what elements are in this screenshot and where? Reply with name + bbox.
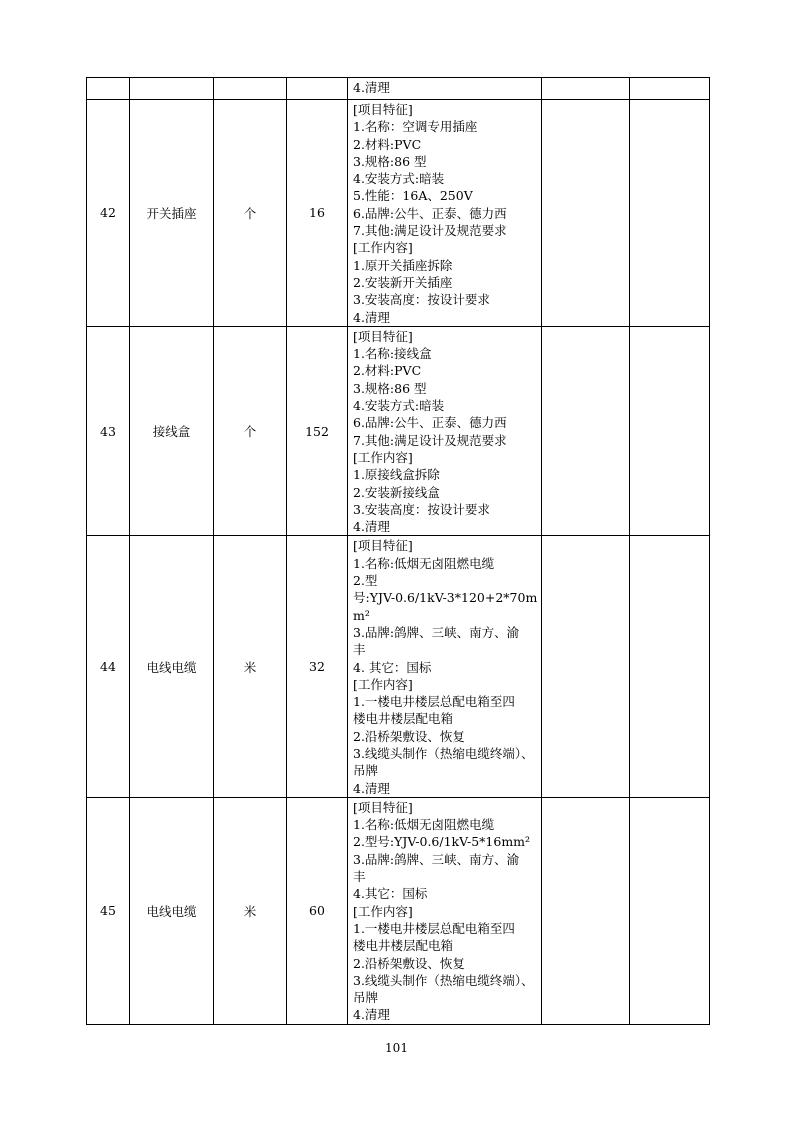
description-line: 3.品牌:鸽牌、三峡、南方、渝 [353, 624, 520, 640]
item-number-cell: 42 [87, 100, 130, 327]
description-line: 4.清理 [353, 519, 390, 535]
item-name-cell: 接线盒 [130, 326, 214, 536]
unit-price-cell [542, 78, 630, 100]
description-line: 4.安装方式:暗装 [353, 398, 445, 414]
description-line: 4.清理 [353, 780, 390, 796]
description-line: 1.名称:低烟无卤阻燃电缆 [353, 817, 495, 833]
description-line: 号:YJV-0.6/1kV-3*120+2*70m [353, 590, 538, 606]
description-line: 2.安装新开关插座 [353, 274, 453, 290]
description-line: 吊牌 [353, 990, 379, 1006]
unit-price-cell [542, 536, 630, 797]
description-line: 7.其他:满足设计及规范要求 [353, 223, 507, 239]
description-line: 4.清理 [353, 309, 390, 325]
description-line: 5.性能：16A、250V [353, 188, 473, 204]
page-number: 101 [385, 1041, 408, 1055]
description-line: 1.一楼电井楼层总配电箱至四 [353, 694, 515, 710]
description-line: 6.品牌:公牛、正泰、德力西 [353, 205, 507, 221]
quantity-cell: 32 [287, 536, 348, 797]
unit-cell [214, 78, 287, 100]
description-line: 3.安装高度：按设计要求 [353, 292, 490, 308]
description-line: [项目特征] [353, 538, 413, 554]
quantity-cell: 152 [287, 326, 348, 536]
quantity-cell: 60 [287, 797, 348, 1024]
description-line: 2.沿桥架敷设、恢复 [353, 728, 465, 744]
description-line: 楼电井楼层配电箱 [353, 938, 454, 954]
description-line: [工作内容] [353, 676, 413, 692]
description-line: 1.原开关插座拆除 [353, 257, 453, 273]
description-line: 4. 其它：国标 [353, 659, 432, 675]
table-row [87, 326, 710, 536]
description-line: [工作内容] [353, 240, 413, 256]
description-cell [348, 100, 542, 327]
table-row [87, 78, 710, 100]
description-line: 6.品牌:公牛、正泰、德力西 [353, 415, 507, 431]
description-line: 2.沿桥架敷设、恢复 [353, 955, 465, 971]
description-line: 1.名称：空调专用插座 [353, 119, 478, 135]
total-price-cell [630, 100, 710, 327]
unit-cell: 个 [214, 326, 287, 536]
quantity-cell: 16 [287, 100, 348, 327]
description-line: 2.材料:PVC [353, 363, 422, 379]
unit-price-cell [542, 326, 630, 536]
item-name-cell: 电线电缆 [130, 797, 214, 1024]
item-number-cell [87, 78, 130, 100]
description-line: 7.其他:满足设计及规范要求 [353, 432, 507, 448]
description-line: 3.品牌:鸽牌、三峡、南方、渝 [353, 851, 520, 867]
description-line: [工作内容] [353, 449, 413, 465]
total-price-cell [630, 797, 710, 1024]
description-line: [工作内容] [353, 903, 413, 919]
description-line: 1.原接线盒拆除 [353, 467, 440, 483]
unit-price-cell [542, 797, 630, 1024]
description-cell [348, 536, 542, 797]
description-line: 4.清理 [353, 1007, 390, 1023]
description-line: 吊牌 [353, 763, 379, 779]
description-cell [348, 78, 542, 100]
table-row [87, 797, 710, 1024]
description-line: 3.规格:86 型 [353, 153, 427, 169]
item-number-cell: 44 [87, 536, 130, 797]
item-name-cell: 电线电缆 [130, 536, 214, 797]
description-line: 2.材料:PVC [353, 136, 422, 152]
description-line: 1.名称:低烟无卤阻燃电缆 [353, 555, 495, 571]
description-line: 3.安装高度：按设计要求 [353, 501, 490, 517]
description-line: 2.安装新接线盒 [353, 484, 440, 500]
description-line: [项目特征] [353, 102, 413, 117]
description-line: [项目特征] [353, 328, 413, 344]
item-name-cell: 开关插座 [130, 100, 214, 327]
description-line: 1.名称:接线盒 [353, 346, 432, 362]
table-row [87, 536, 710, 797]
description-line: [项目特征] [353, 799, 413, 815]
description-line: 2.型 [353, 573, 378, 589]
description-line: 丰 [353, 869, 366, 885]
description-line: 1.一楼电井楼层总配电箱至四 [353, 920, 515, 936]
total-price-cell [630, 326, 710, 536]
description-cell [348, 797, 542, 1024]
description-line: 2.型号:YJV-0.6/1kV-5*16mm² [353, 834, 531, 850]
description-line: 3.规格:86 型 [353, 380, 427, 396]
description-cell [348, 326, 542, 536]
bill-of-quantities-table [86, 77, 710, 1025]
item-name-cell [130, 78, 214, 100]
description-line: m² [353, 607, 370, 623]
description-line: 4.安装方式:暗装 [353, 171, 445, 187]
unit-cell: 米 [214, 536, 287, 797]
quantity-cell [287, 78, 348, 100]
description-line: 3.线缆头制作（热缩电缆终端）、 [353, 972, 534, 988]
description-line: 楼电井楼层配电箱 [353, 711, 454, 727]
unit-cell: 米 [214, 797, 287, 1024]
total-price-cell [630, 536, 710, 797]
unit-cell: 个 [214, 100, 287, 327]
unit-price-cell [542, 100, 630, 327]
description-line: 丰 [353, 642, 366, 658]
description-line: 4.其它：国标 [353, 886, 428, 902]
item-number-cell: 43 [87, 326, 130, 536]
item-number-cell: 45 [87, 797, 130, 1024]
description-line: 4.清理 [353, 80, 390, 95]
total-price-cell [630, 78, 710, 100]
table-row [87, 100, 710, 327]
description-line: 3.线缆头制作（热缩电缆终端）、 [353, 745, 534, 761]
